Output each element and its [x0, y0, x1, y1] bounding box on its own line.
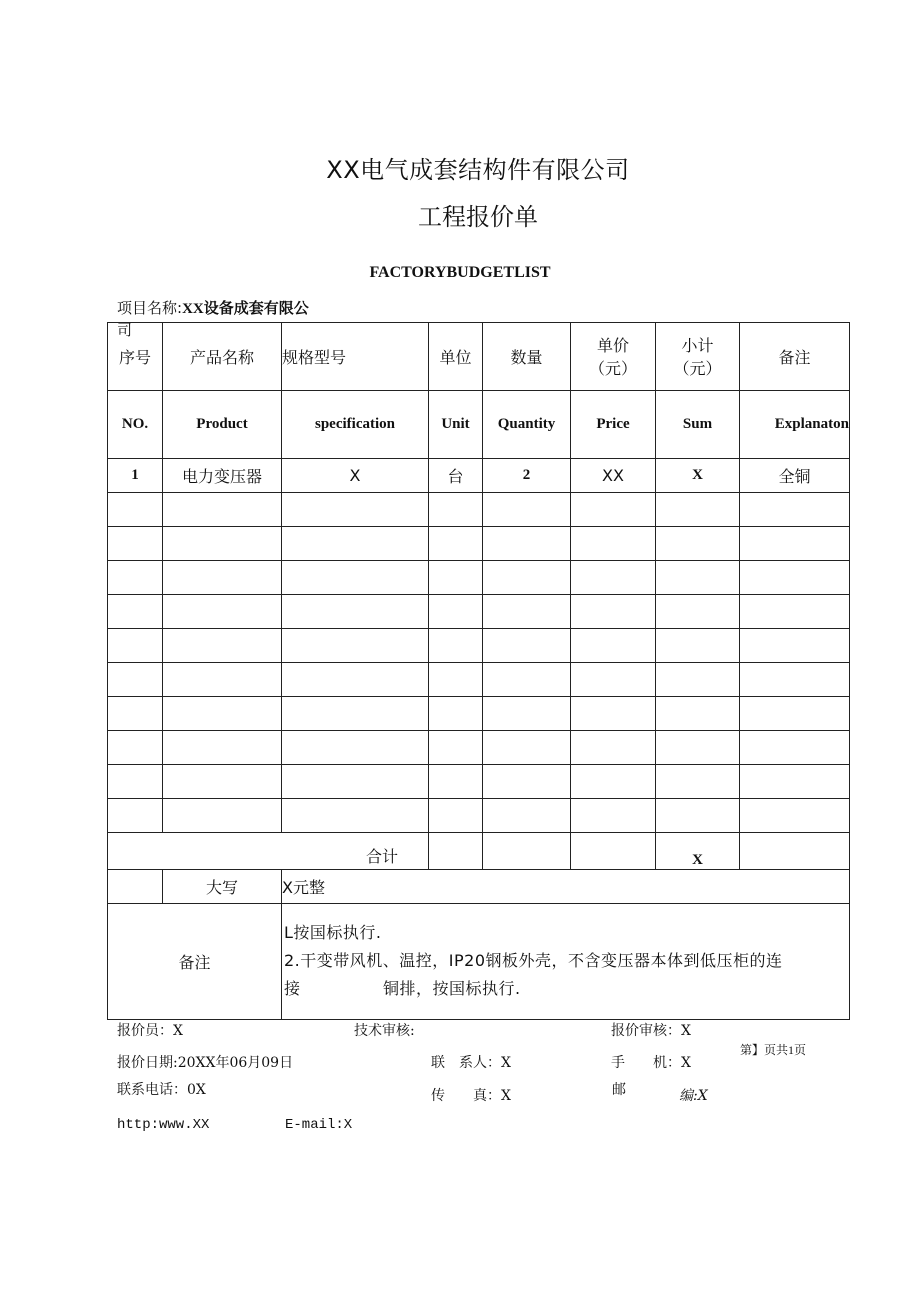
col-header-en: Quantity	[483, 391, 571, 459]
project-value-wrap: 司	[117, 321, 133, 339]
price-review: 报价审核：X	[611, 1023, 691, 1039]
col-header-cn: 产品名称	[163, 323, 282, 391]
mobile: 手 机：X	[611, 1055, 691, 1071]
col-header-en: Unit	[429, 391, 483, 459]
total-label: 合计	[108, 833, 429, 870]
contact-person: 联 系人：X	[431, 1055, 511, 1071]
col-header-cn: 小计 （元）	[656, 323, 740, 391]
document-title-english: FACTORYBUDGETLIST	[369, 264, 551, 281]
capital-label: 大写	[163, 870, 282, 904]
col-header-cn: 序号	[108, 323, 163, 391]
header-row-en	[108, 391, 850, 459]
empty-row	[108, 527, 850, 561]
cell-unit: 台	[429, 459, 483, 493]
capital-row	[108, 870, 850, 904]
total-sum: X	[656, 833, 740, 870]
header-row-cn	[108, 323, 850, 391]
col-header-cn: 规格型号	[282, 323, 429, 391]
company-name: XX电气成套结构件有限公司	[326, 156, 630, 184]
empty-row	[108, 731, 850, 765]
empty-row	[108, 629, 850, 663]
col-header-cn: 数量	[483, 323, 571, 391]
col-header-en: Product	[163, 391, 282, 459]
remark-line: 接 铜排，按国标执行.	[284, 978, 521, 998]
col-header-cn: 单价 （元）	[571, 323, 656, 391]
project-name	[117, 297, 309, 318]
empty-row	[108, 561, 850, 595]
remark-line: L按国标执行.	[284, 922, 382, 942]
quote-date: 报价日期:20XX年06月09日	[117, 1055, 294, 1071]
quoter: 报价员：X	[117, 1023, 183, 1039]
empty-row	[108, 799, 850, 833]
email: E-mail:X	[285, 1117, 353, 1133]
phone: 联系电话：0X	[117, 1082, 206, 1098]
cell-sum: X	[656, 459, 740, 493]
cell-spec: X	[282, 459, 429, 493]
page-info: 第】页共1页	[740, 1043, 807, 1057]
project-value: XX设备成套有限公	[182, 301, 309, 317]
total-row	[108, 833, 850, 870]
quotation-table	[107, 322, 850, 1020]
table-row	[108, 459, 850, 493]
project-label: 项目名称:	[117, 299, 183, 317]
empty-row	[108, 595, 850, 629]
col-header-en: NO.	[108, 391, 163, 459]
postal-code: 编:X	[679, 1088, 708, 1104]
cell-qty: 2	[483, 459, 571, 493]
cell-price: XX	[571, 459, 656, 493]
capital-value: X元整	[282, 870, 850, 904]
remarks-label: 备注	[108, 904, 282, 1020]
empty-row	[108, 663, 850, 697]
col-header-en: Sum	[656, 391, 740, 459]
col-header-en: Explanaton	[740, 391, 850, 459]
empty-row	[108, 765, 850, 799]
cell-no: 1	[108, 459, 163, 493]
remark-line: 2.干变带风机、温控，IP20钢板外壳，不含变压器本体到低压柜的连	[284, 950, 783, 970]
empty-row	[108, 493, 850, 527]
postal-label: 邮	[612, 1082, 626, 1098]
document-title: 工程报价单	[418, 203, 538, 231]
col-header-cn: 单位	[429, 323, 483, 391]
remarks-content	[282, 904, 850, 1020]
col-header-en: specification	[282, 391, 429, 459]
website: http:www.XX	[117, 1117, 210, 1133]
cell-note: 全铜	[740, 459, 850, 493]
remarks-row	[108, 904, 850, 1020]
tech-review: 技术审核:	[354, 1023, 415, 1039]
fax: 传 真：X	[431, 1088, 511, 1104]
col-header-en: Price	[571, 391, 656, 459]
cell-product: 电力变压器	[163, 459, 282, 493]
empty-row	[108, 697, 850, 731]
col-header-cn: 备注	[740, 323, 850, 391]
